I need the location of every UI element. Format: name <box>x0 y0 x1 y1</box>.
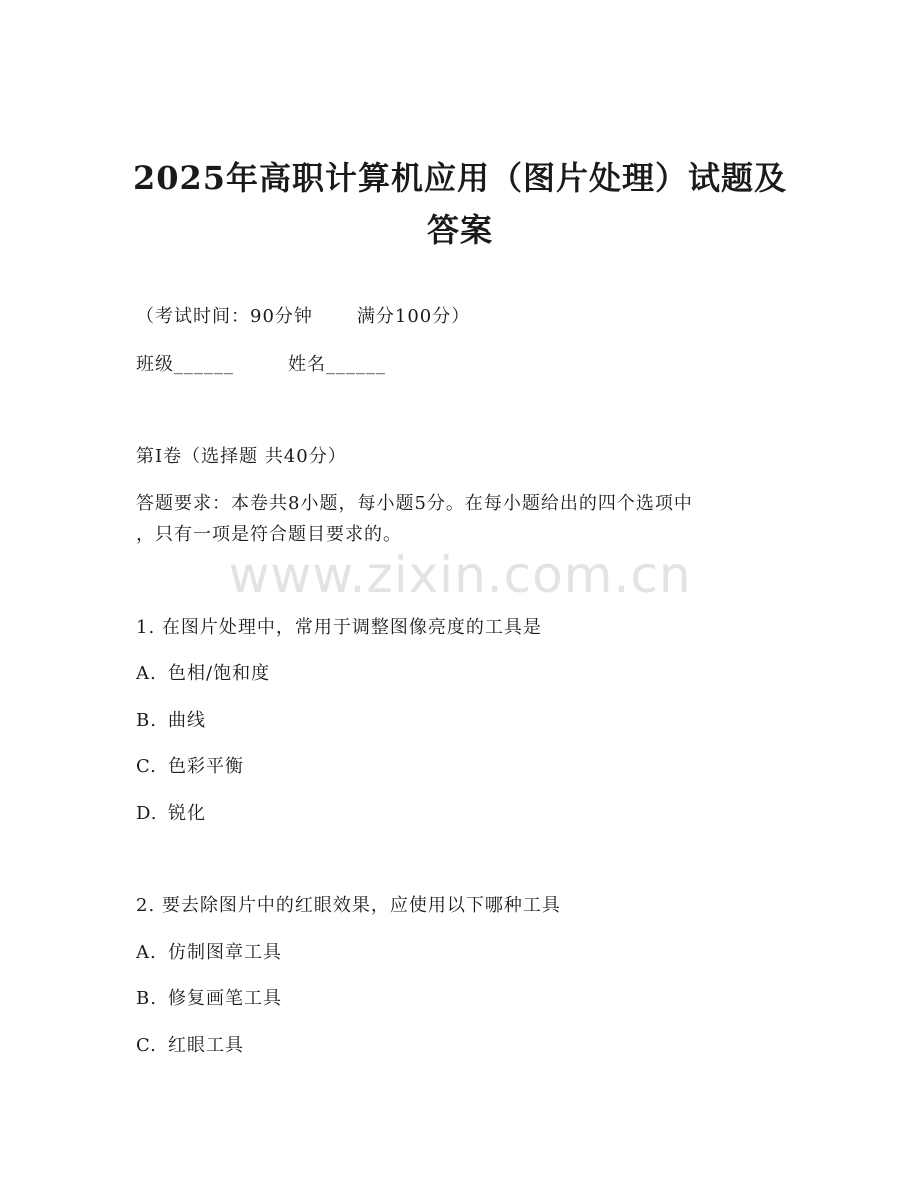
question-1-option-b <box>136 706 206 732</box>
question-2-option-b <box>136 984 282 1010</box>
option-text: 红眼工具 <box>168 1035 244 1056</box>
option-letter: B. <box>136 988 157 1009</box>
option-letter: C. <box>136 756 157 777</box>
option-letter: A. <box>136 663 157 684</box>
instructions-line-2: ，只有一项是符合题目要求的。 <box>136 524 402 545</box>
question-2-option-a <box>136 938 282 964</box>
instructions-line-1: 答题要求：本卷共8小题，每小题5分。在每小题给出的四个选项中 <box>136 493 693 514</box>
option-text: 色彩平衡 <box>168 756 244 777</box>
option-letter: D. <box>136 803 158 824</box>
question-1-option-c <box>136 752 244 778</box>
option-text: 色相/饱和度 <box>168 663 271 684</box>
option-text: 锐化 <box>168 803 206 824</box>
name-field: 姓名______ <box>288 354 386 375</box>
question-1-option-a <box>136 659 270 685</box>
exam-info <box>136 302 470 328</box>
full-score: 满分100分） <box>356 306 471 327</box>
option-letter: B. <box>136 710 157 731</box>
student-info <box>136 350 386 376</box>
question-2-stem: 2. 要去除图片中的红眼效果，应使用以下哪种工具 <box>136 895 561 916</box>
question-2-option-c <box>136 1031 244 1057</box>
option-letter: A. <box>136 942 157 963</box>
question-1-option-d <box>136 799 206 825</box>
exam-time: （考试时间：90分钟 <box>136 306 313 327</box>
document-title <box>120 152 800 256</box>
watermark: www.zixin.com.cn <box>228 546 692 604</box>
title-line-1: 2025年高职计算机应用（图片处理）试题及 <box>132 159 788 197</box>
option-letter: C. <box>136 1035 157 1056</box>
section-title: 第I卷（选择题 共40分） <box>136 446 347 467</box>
question-1-stem: 1. 在图片处理中，常用于调整图像亮度的工具是 <box>136 617 542 638</box>
option-text: 修复画笔工具 <box>168 988 282 1009</box>
option-text: 仿制图章工具 <box>168 942 282 963</box>
title-line-2: 答案 <box>426 211 493 249</box>
option-text: 曲线 <box>168 710 206 731</box>
class-field: 班级______ <box>136 354 234 375</box>
